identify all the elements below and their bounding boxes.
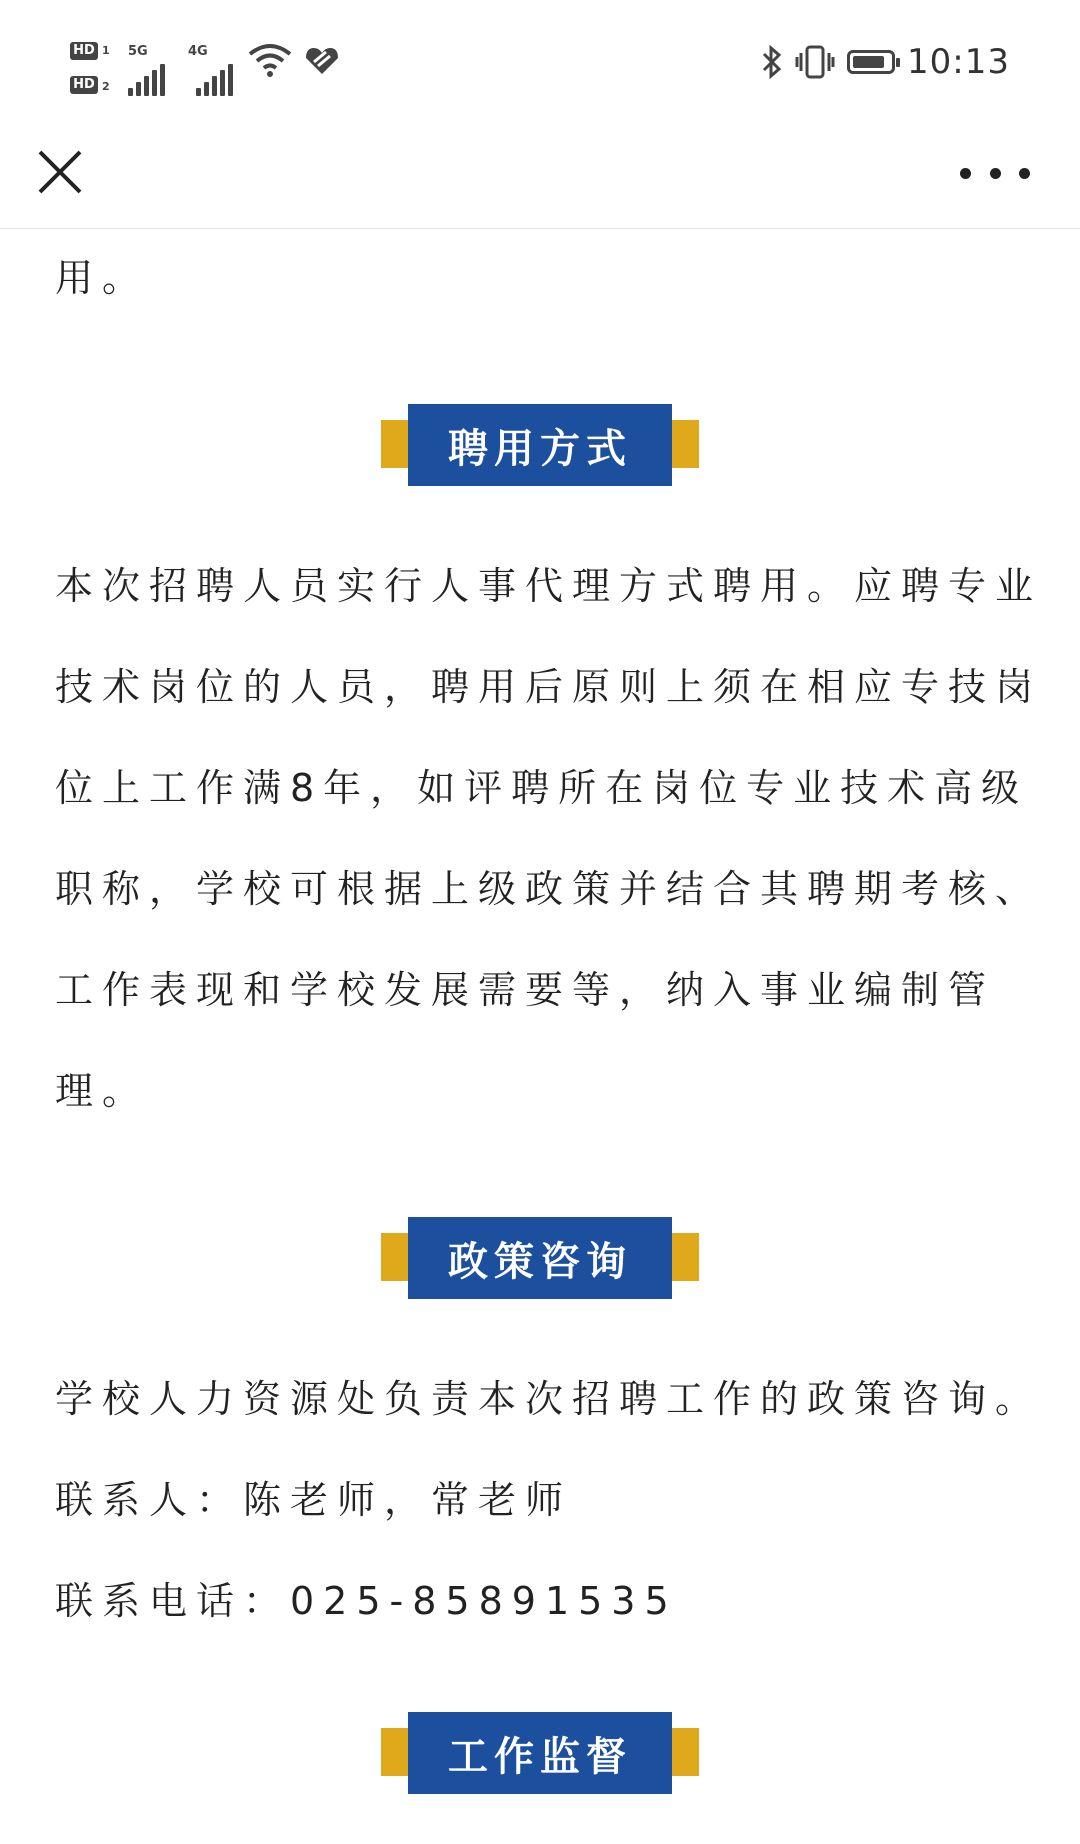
paragraph-line: 本次招聘人员实行人事代理方式聘用。应聘专业 [55, 564, 1043, 608]
paragraph-line: 理。 [55, 1069, 150, 1113]
paragraph-line: 职称，学校可根据上级政策并结合其聘期考核、 [55, 867, 1043, 911]
intro-paragraph-tail [55, 228, 1025, 329]
section-title-label: 政策咨询 [408, 1217, 672, 1299]
top-nav-bar [0, 130, 1080, 229]
close-icon [30, 142, 90, 202]
paragraph-line: 学校人力资源处负责本次招聘工作的政策咨询。 [55, 1377, 1043, 1421]
policy-paragraph [55, 1349, 1043, 1652]
more-button[interactable] [960, 150, 1030, 196]
hd-sub-1: 1 [102, 44, 110, 57]
close-button[interactable] [30, 142, 90, 202]
status-right [761, 42, 1010, 82]
section-title-label: 聘用方式 [408, 404, 672, 486]
more-dot [1019, 168, 1030, 179]
more-dot [960, 168, 971, 179]
paragraph-line: 位上工作满8年，如评聘所在岗位专业技术高级 [55, 766, 1029, 810]
hd-sub-2: 2 [102, 80, 110, 93]
battery-level [853, 56, 884, 68]
section-title-supervision [0, 1712, 1080, 1794]
hd-voice-indicators [70, 40, 120, 100]
hd-badge-2: HD [70, 76, 98, 94]
network-type-4g: 4G [188, 44, 208, 59]
paragraph-line: 用。 [55, 256, 150, 300]
contact-phone[interactable]: 联系电话：025-85891535 [55, 1579, 678, 1623]
vibrate-icon [795, 45, 835, 79]
article-content [55, 228, 1043, 1794]
paragraph-line: 技术岗位的人员，聘用后原则上须在相应专技岗 [55, 665, 1043, 709]
signal-strength-icon-2 [196, 62, 233, 96]
more-dot [990, 168, 1001, 179]
battery-icon [847, 50, 895, 74]
paragraph-line: 工作表现和学校发展需要等，纳入事业编制管 [55, 968, 996, 1012]
section-title-employment [0, 404, 1080, 486]
section-title-label: 工作监督 [408, 1712, 672, 1794]
employment-paragraph [55, 536, 1043, 1142]
bluetooth-icon [761, 45, 783, 79]
contact-person: 联系人：陈老师，常老师 [55, 1478, 573, 1522]
hd-badge-1: HD [70, 42, 98, 60]
wifi-icon [248, 42, 292, 78]
hotspot-icon [302, 44, 342, 76]
section-title-policy [0, 1217, 1080, 1299]
network-type-5g: 5G [128, 44, 148, 59]
status-time: 10:13 [907, 42, 1010, 82]
status-bar [0, 0, 1080, 130]
signal-strength-icon [128, 62, 165, 96]
